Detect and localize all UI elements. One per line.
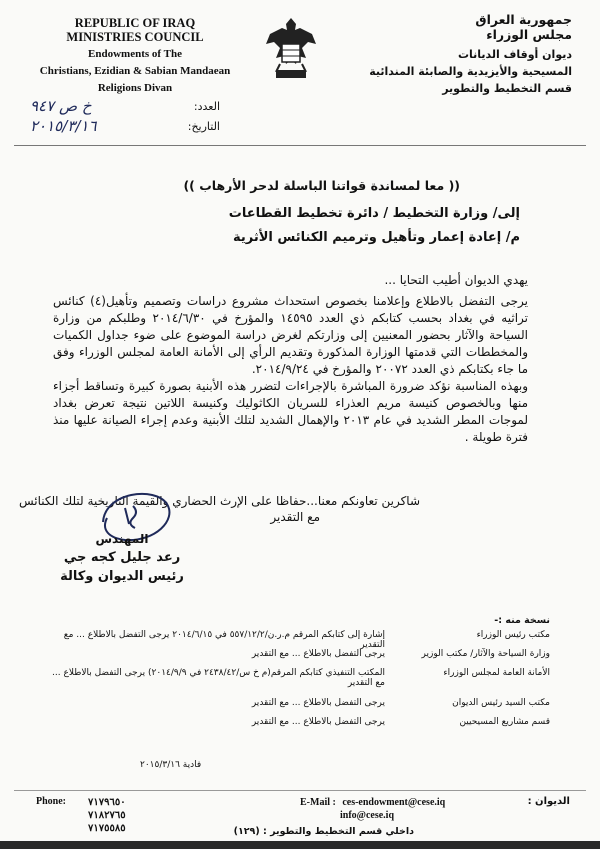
phone-number: ٧١٨٢٧٦٥ [88, 810, 126, 821]
signature-block [52, 532, 192, 584]
email-label: E-Mail : [300, 797, 336, 808]
copy-note: يرجى التفضل بالاطلاع ... مع التقدير [251, 649, 385, 659]
subject: م/ إعادة إعمار وتأهيل وترميم الكنائس الأثرية [233, 230, 520, 245]
divan-ar-line1: ديوان أوقاف الديانات [457, 48, 572, 61]
copy-note: يرجى التفضل بالاطلاع ... مع التقدير [251, 717, 385, 727]
closing-thanks: شاكرين تعاونكم معنا...حفاظا على الإرث الحضاري والقيمة التاريخية لتلك الكنائس [18, 494, 420, 508]
reference-number-label: العدد: [193, 99, 220, 113]
council-ar: مجلس الوزراء [486, 27, 572, 42]
reference-number: خ ص ٩٤٧ [30, 97, 92, 115]
country-en: REPUBLIC OF IRAQ [74, 16, 196, 30]
scan-edge [0, 841, 600, 849]
copy-item [40, 647, 560, 666]
phone-number: ٧١٧٩٦٥٠ [88, 797, 126, 808]
copies-list [40, 628, 560, 734]
copy-item [40, 696, 560, 715]
copy-recipient: وزارة السياحة والآثار/ مكتب الوزير [421, 649, 550, 659]
divan-en-line3: Religions Divan [97, 82, 173, 94]
slogan: (( معا لمساندة قواتنا الباسلة لدحر الأرهاب )) [183, 178, 460, 193]
council-en: MINISTRIES COUNCIL [66, 30, 204, 44]
phone-number: ٧١٧٥٥٨٥ [88, 823, 126, 834]
reference-block [30, 96, 220, 136]
copy-note: إشارة إلى كتابكم المرقم م.ر.ن/٥٥٧/١٢/٢ في ٢٠١٤/٦/١٥ يرجى التفضل بالاطلاع ... مع التقدير [63, 630, 385, 650]
addressee: إلى/ وزارة التخطيط / دائرة تخطيط القطاعات [228, 206, 520, 221]
email-block [300, 796, 445, 822]
email-secondary[interactable]: info@cese.iq [340, 810, 395, 821]
diwan-label: الديوان : [527, 796, 570, 807]
copy-note: يرجى التفضل بالاطلاع ... مع التقدير [251, 698, 385, 708]
body-paragraph-2: وبهذه المناسبة نؤكد ضرورة المباشرة بالإجراءات لتضرر هذه الأبنية بصورة كبيرة وتساقط أجزاء منها وبالخصوص كنيسة مريم العذراء للسريان الكاثوليك وكنيسة اللاتين نتيجة تعرض بغداد لموجات المطر الشديد في عام ٢٠١٣ والإهمال الشديد لتلك الأبنية وعدم إجراء الصيانة عليها منذ فترة طويلة . [53, 379, 529, 444]
typist-initials-date: فادية ٢٠١٥/٣/١٦ [140, 760, 202, 770]
signatory-position: رئيس الديوان وكالة [60, 569, 184, 584]
phone-block [36, 796, 126, 835]
department-ar: قسم التخطيط والتطوير [442, 82, 572, 95]
divan-en-line1: Endowments of The [88, 48, 182, 60]
copy-item [40, 666, 560, 696]
internal-extension: داخلي قسم التخطيط والتطوير : (١٢٩) [233, 826, 414, 837]
arabic-letterhead [357, 12, 572, 96]
copy-item [40, 628, 560, 650]
divan-ar-line2: المسيحية والأيزيدية والصابئة المندائية [369, 65, 572, 78]
letter-body [53, 272, 528, 446]
copy-recipient: مكتب رئيس الوزراء [476, 630, 550, 640]
reference-date-label: التاريخ: [187, 119, 220, 133]
copy-recipient: الأمانة العامة لمجلس الوزراء [443, 668, 550, 678]
reference-date: ٢٠١٥/٣/١٦ [30, 117, 97, 135]
body-paragraph-1: يرجى التفضل بالاطلاع وإعلامنا بخصوص استحداث مشروع دراسات وتصميم وتأهيل(٤) كنائس تراثيه في بغداد بحسب كتابكم ذي العدد ١٤٥٩٥ والمؤرخ في ٢٠١٤/٦/٣٠ وطلبكم من وزارة السياحة والآثار بحضور المعنيين إلى وزارتكم لغرض دراسة الموضوع على ضوء جداول الكميات والمخططات التي قدمتها الوزارة المذكورة وتقديم الرأي إلى الأمانة العامة لمجلس الوزراء وفق ما جاء بكتابكم ذي العدد ٢٠٠٧٢ والمؤرخ في ٢٠١٤/٩/٢٤. [53, 294, 529, 376]
copy-recipient: مكتب السيد رئيس الديوان [452, 698, 550, 708]
header-divider [14, 145, 586, 146]
phone-label: Phone: [36, 796, 66, 807]
footer-divider [14, 790, 586, 791]
copy-item [40, 715, 560, 734]
signatory-title: المهندس [95, 532, 149, 546]
signatory-name: رعد جليل كجه جي [63, 550, 181, 565]
email-primary[interactable]: ces-endowment@cese.iq [342, 797, 446, 808]
iraq-eagle-emblem-icon [262, 14, 320, 86]
english-letterhead [30, 16, 240, 95]
country-ar: جمهورية العراق [475, 12, 572, 27]
greeting: يهدي الديوان أطيب التحايا ... [384, 273, 528, 287]
divan-en-line2: Christians, Ezidian & Sabian Mandaean [39, 65, 231, 77]
copy-recipient: قسم مشاريع المسيحيين [459, 717, 550, 727]
copies-heading: نسخة منه :- [494, 615, 550, 626]
copy-note: المكتب التنفيذي كتابكم المرقم(م خ س/٢٤٣٨/٤٢ في ٢٠١٤/٩/٩) يرجى التفضل بالاطلاع ... مع التقدير [52, 668, 385, 688]
closing-appreciation: مع التقدير [270, 510, 320, 524]
